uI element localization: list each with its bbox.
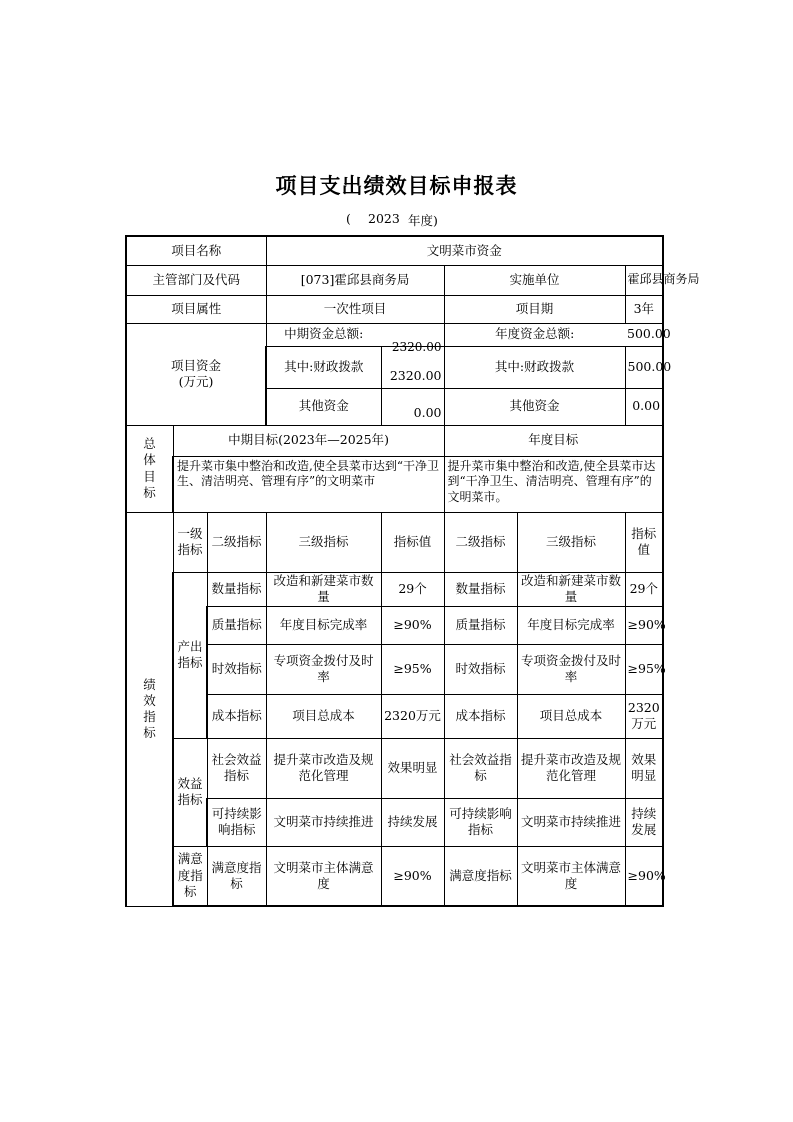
row-l2: 可持续影响指标	[207, 798, 266, 846]
mid-total-cell	[381, 323, 444, 354]
project-period-value: 3年	[625, 295, 663, 323]
header-level2-mid: 二级指标	[207, 512, 266, 572]
header-value-annual: 指标值	[625, 512, 663, 572]
row-l3: 提升菜市改造及规范化管理	[266, 738, 381, 798]
row-l3: 改造和新建菜市数量	[266, 572, 381, 606]
row-annual-l3: 改造和新建菜市数量	[517, 572, 625, 606]
implementing-unit-label: 实施单位	[444, 265, 625, 295]
row-annual-value: 持续发展	[625, 798, 663, 846]
row-annual-l2: 质量指标	[444, 606, 517, 644]
row-l3: 专项资金拨付及时率	[266, 644, 381, 694]
row-annual-value: 效果明显	[625, 738, 663, 798]
row-annual-l3: 项目总成本	[517, 694, 625, 738]
row-annual-value: 29个	[625, 572, 663, 606]
header-level3-mid: 三级指标	[266, 512, 381, 572]
mid-total-value: 2320.00	[391, 339, 442, 354]
header-level3-annual: 三级指标	[517, 512, 625, 572]
implementing-unit-value: 霍邱县商务局	[625, 265, 663, 295]
row-value: 持续发展	[381, 798, 444, 846]
row-annual-l2: 成本指标	[444, 694, 517, 738]
row-annual-value: ≥90%	[625, 846, 663, 906]
row-annual-l2: 可持续影响指标	[444, 798, 517, 846]
department-label: 主管部门及代码	[126, 265, 266, 295]
row-value: 效果明显	[381, 738, 444, 798]
row-l2: 数量指标	[207, 572, 266, 606]
output-indicator-label: 产出指标	[173, 572, 207, 738]
header-level1: 一级指标	[173, 512, 207, 572]
funds-label-line2: (万元)	[178, 374, 214, 389]
department-value: [073]霍邱县商务局	[266, 265, 444, 295]
funds-label	[126, 323, 266, 425]
year-value: 2023	[368, 211, 400, 226]
annual-goal-text: 提升菜市集中整治和改造,使全县菜市达到“干净卫生、清洁明亮、管理有序”的文明菜市。	[444, 456, 663, 512]
row-annual-l3: 文明菜市主体满意度	[517, 846, 625, 906]
row-annual-value: ≥90%	[625, 606, 663, 644]
annual-total-label: 年度资金总额:	[444, 323, 625, 346]
row-l3: 项目总成本	[266, 694, 381, 738]
project-name-label: 项目名称	[126, 236, 266, 265]
row-value: 2320万元	[381, 694, 444, 738]
row-annual-l3: 专项资金拨付及时率	[517, 644, 625, 694]
year-paren: (	[346, 211, 351, 226]
row-annual-l2: 时效指标	[444, 644, 517, 694]
mid-fiscal-label: 其中:财政拨款	[266, 346, 381, 388]
satisfaction-indicator-label: 满意度指标	[173, 846, 207, 906]
mid-other-value: 0.00	[381, 388, 444, 425]
row-annual-l3: 提升菜市改造及规范化管理	[517, 738, 625, 798]
row-l3: 文明菜市持续推进	[266, 798, 381, 846]
row-l3: 年度目标完成率	[266, 606, 381, 644]
row-annual-l2: 满意度指标	[444, 846, 517, 906]
row-l2: 社会效益指标	[207, 738, 266, 798]
mid-total-label: 中期资金总额:	[266, 323, 381, 346]
row-l2: 成本指标	[207, 694, 266, 738]
row-value: 29个	[381, 572, 444, 606]
project-attribute-label: 项目属性	[126, 295, 266, 323]
annual-other-label: 其他资金	[444, 388, 625, 425]
row-annual-l2: 社会效益指标	[444, 738, 517, 798]
row-l2: 满意度指标	[207, 846, 266, 906]
header-value-mid: 指标值	[381, 512, 444, 572]
header-level2-annual: 二级指标	[444, 512, 517, 572]
mid-goal-text: 提升菜市集中整治和改造,使全县菜市达到“干净卫生、清洁明亮、管理有序”的文明菜市	[173, 456, 444, 512]
mid-goal-header: 中期目标(2023年—2025年)	[173, 425, 444, 456]
row-value: ≥90%	[381, 846, 444, 906]
benefit-indicator-label: 效益指标	[173, 738, 207, 846]
annual-total-value: 500.00	[625, 323, 663, 346]
row-annual-value: 2320万元	[625, 694, 663, 738]
project-attribute-value: 一次性项目	[266, 295, 444, 323]
project-name-value: 文明菜市资金	[266, 236, 663, 265]
row-l2: 质量指标	[207, 606, 266, 644]
page-title: 项目支出绩效目标申报表	[275, 174, 518, 198]
mid-fiscal-value: 2320.00	[381, 346, 444, 388]
row-annual-value: ≥95%	[625, 644, 663, 694]
annual-goal-header: 年度目标	[444, 425, 663, 456]
mid-other-label: 其他资金	[266, 388, 381, 425]
row-annual-l2: 数量指标	[444, 572, 517, 606]
funds-label-line1: 项目资金	[171, 357, 222, 373]
row-l2: 时效指标	[207, 644, 266, 694]
annual-other-value: 0.00	[625, 388, 663, 425]
annual-fiscal-value: 500.00	[625, 346, 663, 388]
year-suffix: 年度)	[408, 213, 438, 228]
row-value: ≥90%	[381, 606, 444, 644]
annual-fiscal-label: 其中:财政拨款	[444, 346, 625, 388]
row-annual-l3: 年度目标完成率	[517, 606, 625, 644]
row-l3: 文明菜市主体满意度	[266, 846, 381, 906]
project-period-label: 项目期	[444, 295, 625, 323]
performance-label: 绩效指标	[126, 512, 173, 906]
row-value: ≥95%	[381, 644, 444, 694]
overall-goal-label: 总体目标	[126, 425, 173, 512]
row-annual-l3: 文明菜市持续推进	[517, 798, 625, 846]
performance-table	[125, 235, 700, 907]
